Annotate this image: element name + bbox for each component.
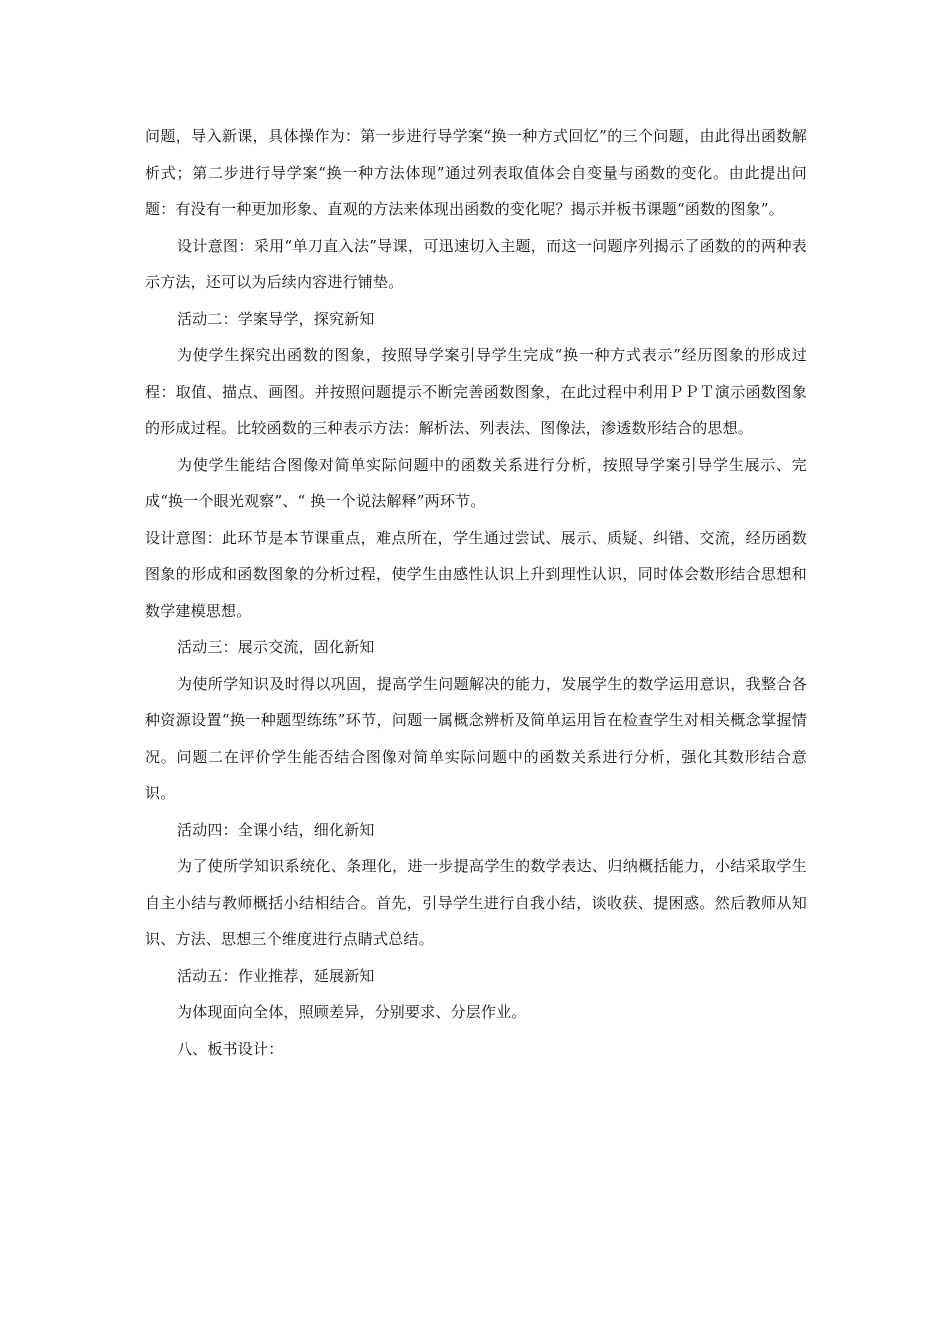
paragraph-design-intent-2: 设计意图：此环节是本节课重点，难点所在，学生通过尝试、展示、质疑、纠错、交流，经历函数图象的形成和函数图象的分析过程，使学生由感性认识上升到理性认识，同时体会数形结合思想和数学建模思想。 (145, 528, 807, 620)
paragraph-intro-continuation: 问题，导入新课，具体操作为：第一步进行导学案“换一种方式回忆”的三个问题，由此得出函数解析式；第二步进行导学案“换一种方法体现”通过列表取值体会自变量与函数的变化。由此提出问题：有没有一种更加形象、直观的方法来体现出函数的变化呢？揭示并板书课题“函数的图象”。 (145, 127, 807, 218)
heading-activity-3: 活动三：展示交流，固化新知 (177, 638, 375, 656)
paragraph-activity-2-a: 为使学生探究出函数的图象，按照导学案引导学生完成“换一种方式表示”经历图象的形成过程：取值、描点、画图。并按照问题提示不断完善函数图象，在此过程中利用ＰＰＴ演示函数图象的形成过程。比较函数的三种表示方法：解析法、列表法、图像法，渗透数形结合的思想。 (145, 346, 807, 437)
document-body (145, 118, 807, 1067)
paragraph-design-intent-1: 设计意图：采用“单刀直入法”导课，可迅速切入主题，而这一问题序列揭示了函数的的两种表示方法，还可以为后续内容进行铺垫。 (145, 236, 807, 291)
heading-activity-2: 活动二：学案导学，探究新知 (177, 309, 375, 328)
paragraph-activity-4: 为了使所学知识系统化、条理化，进一步提高学生的数学表达、归纳概括能力，小结采取学生自主小结与教师概括小结相结合。首先，引导学生进行自我小结，谈收获、提困惑。然后教师从知识、方法、思想三个维度进行点睛式总结。 (145, 857, 807, 948)
heading-section-8-board-design: 八、板书设计： (177, 1039, 284, 1058)
paragraph-activity-5: 为体现面向全体，照顾差异，分别要求、分层作业。 (177, 1003, 527, 1021)
paragraph-activity-3: 为使所学知识及时得以巩固，提高学生问题解决的能力，发展学生的数学运用意识，我整合各种资源设置“换一种题型练练”环节，问题一属概念辨析及简单运用旨在检查学生对相关概念掌握情况。问题二在评价学生能否结合图像对简单实际问题中的函数关系进行分析，强化其数形结合意识。 (145, 674, 807, 802)
heading-activity-4: 活动四：全课小结，细化新知 (177, 820, 375, 839)
heading-activity-5: 活动五：作业推荐，延展新知 (177, 966, 375, 985)
paragraph-activity-2-b: 为使学生能结合图像对简单实际问题中的函数关系进行分析，按照导学案引导学生展示、完成“换一个眼光观察”、“ 换一个说法解释”两环节。 (145, 455, 807, 510)
